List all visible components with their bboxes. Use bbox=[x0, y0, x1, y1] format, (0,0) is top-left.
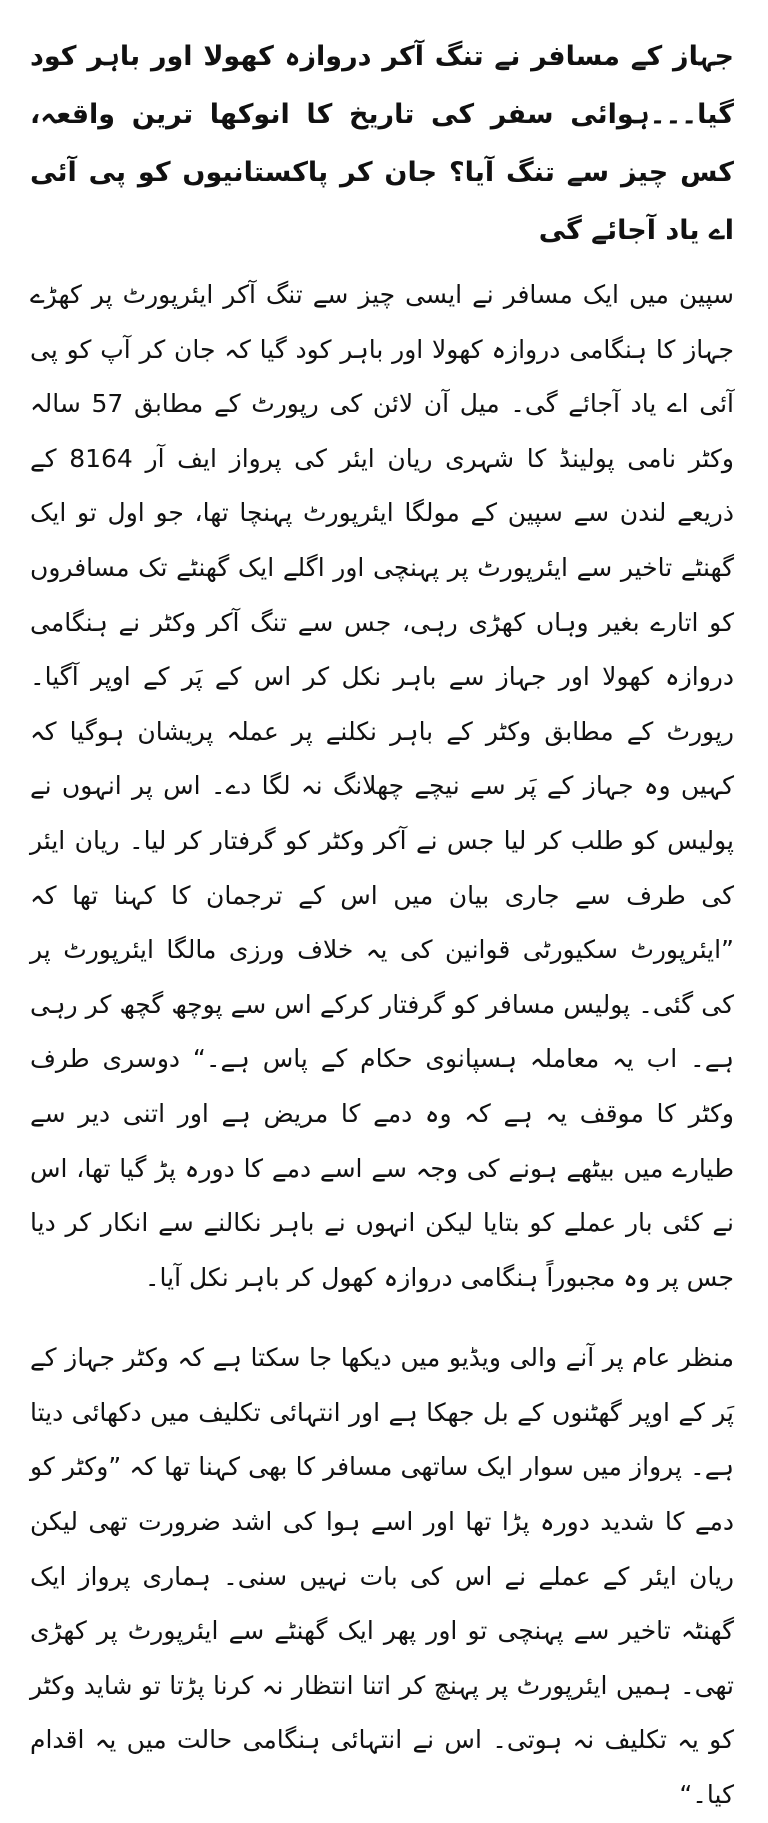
article-paragraph-1: سپین میں ایک مسافر نے ایسی چیز سے تنگ آکر ایئرپورٹ پر کھڑے جہاز کا ہنگامی دروازہ کھولا اور باہر کود گیا کہ جان کر آپ کو پی آئی اے یاد آجائے گی۔ میل آن لائن کی رپورٹ کے مطابق 57 سالہ وکٹر نامی پولینڈ کا شہری ریان ایئر کی پرواز ایف آر 8164 کے ذریعے لندن سے سپین کے مولگا ایئرپورٹ پہنچا تھا، جو اول تو ایک گھنٹے تاخیر سے ایئرپورٹ پر پہنچی اور اگلے ایک گھنٹے تک مسافروں کو اتارے بغیر وہاں کھڑی رہی، جس سے تنگ آکر وکٹر نے ہنگامی دروازہ کھولا اور جہاز سے باہر نکل کر اس کے پَر کے اوپر آگیا۔ رپورٹ کے مطابق وکٹر کے باہر نکلنے پر عملہ پریشان ہوگیا کہ کہیں وہ جہاز کے پَر سے نیچے چھلانگ نہ لگا دے۔ اس پر انہوں نے پولیس کو طلب کر لیا جس نے آکر وکٹر کو گرفتار کر لیا۔ ریان ایئر کی طرف سے جاری بیان میں اس کے ترجمان کا کہنا تھا کہ ”ایئرپورٹ سکیورٹی قوانین کی یہ خلاف ورزی مالگا ایئرپورٹ پر کی گئی۔ پولیس مسافر کو گرفتار کرکے اس سے پوچھ گچھ کر رہی ہے۔ اب یہ معاملہ ہسپانوی حکام کے پاس ہے۔“ دوسری طرف وکٹر کا موقف یہ ہے کہ وہ دمے کا مریض ہے اور اتنی دیر سے طیارے میں بیٹھے ہونے کی وجہ سے اسے دمے کا دورہ پڑ گیا تھا، اس نے کئی بار عملے کو بتایا لیکن انہوں نے باہر نکالنے سے انکار کر دیا جس پر وہ مجبوراً ہنگامی دروازہ کھول کر باہر نکل آیا۔ bbox=[30, 280, 735, 1292]
article-paragraph-2: منظر عام پر آنے والی ویڈیو میں دیکھا جا سکتا ہے کہ وکٹر جہاز کے پَر کے اوپر گھٹنوں کے بل جھکا ہے اور انتہائی تکلیف میں دکھائی دیتا ہے۔ پرواز میں سوار ایک ساتھی مسافر کا بھی کہنا تھا کہ ”وکٹر کو دمے کا شدید دورہ پڑا تھا اور اسے ہوا کی اشد ضرورت تھی لیکن ریان ایئر کے عملے نے اس کی بات نہیں سنی۔ ہماری پرواز ایک گھنٹہ تاخیر سے پہنچی تو اور پھر ایک گھنٹے سے ایئرپورٹ پر کھڑی تھی۔ ہمیں ایئرپورٹ پر پہنچ کر اتنا انتظار نہ کرنا پڑتا تو شاید وکٹر کو یہ تکلیف نہ ہوتی۔ اس نے انتہائی ہنگامی حالت میں یہ اقدام کیا۔“ bbox=[30, 1343, 734, 1810]
article-headline: جہاز کے مسافر نے تنگ آکر دروازہ کھولا اور باہر کود گیا۔۔۔ہوائی سفر کی تاریخ کا انوکھا ترین واقعہ، کس چیز سے تنگ آیا؟ جان کر پاکستانیوں کو پی آئی اے یاد آجائے گی bbox=[30, 41, 734, 246]
